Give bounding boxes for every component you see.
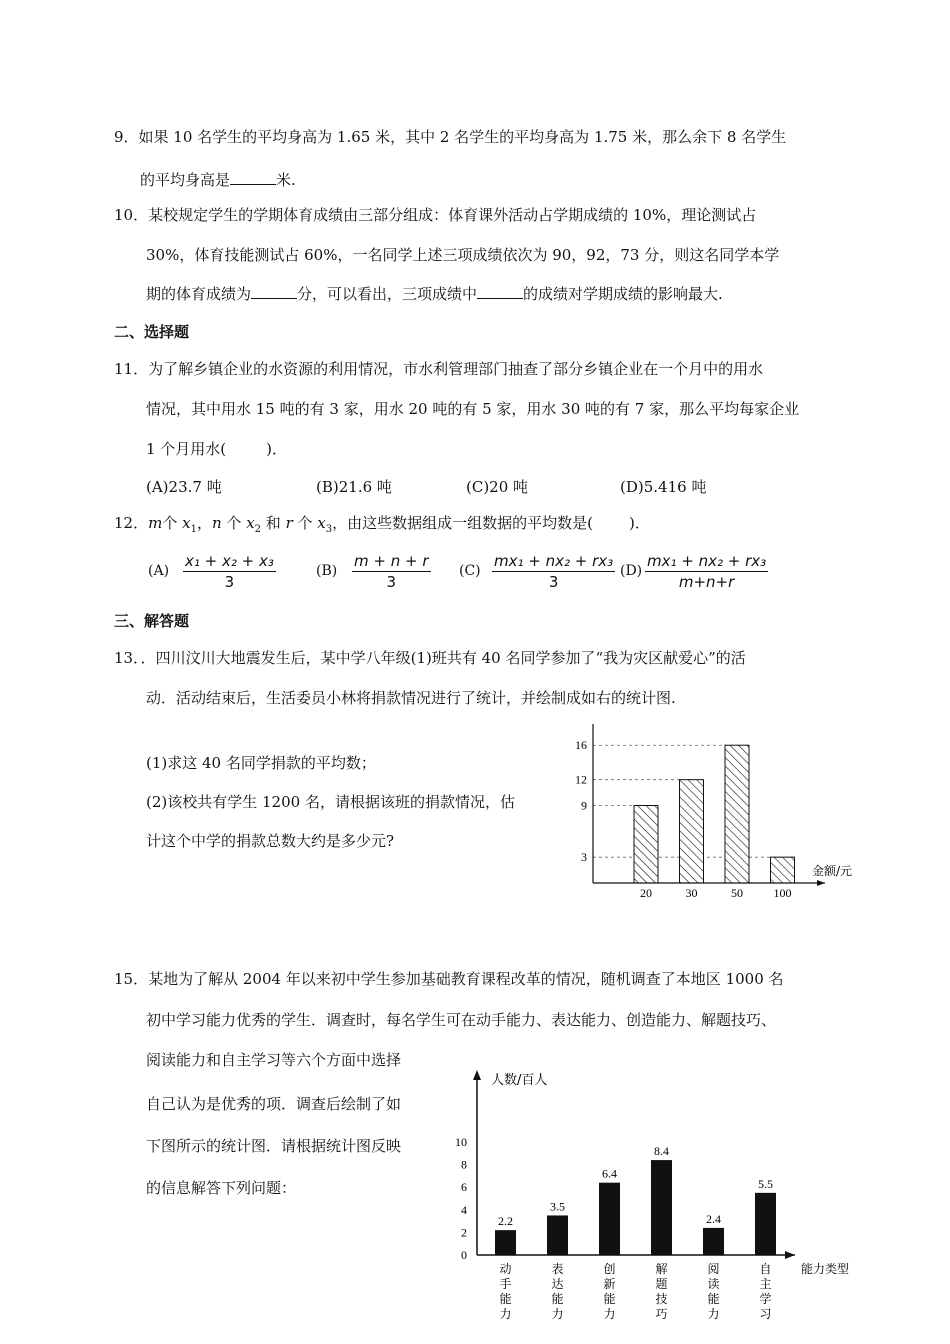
fraction-denominator: 3 xyxy=(386,573,397,591)
q15-line3: 阅读能力和自主学习等六个方面中选择 xyxy=(146,1051,402,1069)
q13-sub2-line1: (2)该校共有学生 1200 名，请根据该班的捐款情况，估 xyxy=(146,793,515,811)
c2-x-axis-arrow-icon xyxy=(785,1251,795,1259)
q12-option-a-label[interactable]: (A) xyxy=(148,563,170,579)
c2-category-label-0: 动手能力 xyxy=(499,1262,512,1321)
c2-x-axis-label: 能力类型 xyxy=(801,1262,850,1276)
q11-option-a[interactable]: (A)23.7 吨 xyxy=(146,478,222,496)
q11-line3 xyxy=(146,439,287,459)
q9-line2 xyxy=(140,170,296,190)
fraction-denominator: m+n+r xyxy=(678,573,735,591)
q10-line3-b: 分，可以看出，三项成绩中 xyxy=(297,285,478,303)
fraction-denominator: 3 xyxy=(224,573,235,591)
q11-option-b[interactable]: (B)21.6 吨 xyxy=(316,478,392,496)
q12-option-b-label[interactable]: (B) xyxy=(316,563,338,579)
fraction-numerator: m + n + r xyxy=(354,552,429,570)
q10-line3 xyxy=(146,284,723,304)
c2-bar-2 xyxy=(599,1183,620,1255)
q12-text: ，由这些数据组成一组数据的平均数是( xyxy=(332,514,593,532)
fraction-bar xyxy=(183,571,276,572)
c2-y-tick-6: 6 xyxy=(461,1180,467,1195)
q13-sub2-line2: 计这个中学的捐款总数大约是多少元? xyxy=(146,832,395,850)
q12-x3: x xyxy=(317,514,326,532)
fraction-bar xyxy=(492,571,615,572)
q12-text: )． xyxy=(629,514,650,532)
q10-line3-a: 期的体育成绩为 xyxy=(146,285,252,303)
fraction-bar xyxy=(352,571,431,572)
q10-line1: 10．某校规定学生的学期体育成绩由三部分组成：体育课外活动占学期成绩的 10%，理论测试占 xyxy=(114,206,757,224)
donation-bar-chart xyxy=(560,720,870,905)
fraction-bar xyxy=(645,571,768,572)
c2-data-label-1: 3.5 xyxy=(550,1199,565,1214)
c2-data-label-5: 5.5 xyxy=(758,1176,773,1191)
c2-data-label-4: 2.4 xyxy=(706,1211,721,1226)
q9-line2-unit: 米. xyxy=(276,171,296,189)
q11-line3-pre: 1 个月用水( xyxy=(146,440,227,458)
q12-m: m xyxy=(148,514,163,532)
c2-category-label-5: 自主学习 xyxy=(759,1262,772,1321)
q11-option-c[interactable]: (C)20 吨 xyxy=(466,478,529,496)
q12-stem xyxy=(114,513,650,540)
c1-y-tick-12: 12 xyxy=(575,772,587,787)
c1-x-axis-label: 金额/元 xyxy=(812,864,853,878)
q12-x1-sub: 1 xyxy=(190,524,197,535)
q12-x2: x xyxy=(246,514,255,532)
c1-bar-50 xyxy=(725,745,749,883)
c1-x-tick-20: 20 xyxy=(640,886,652,900)
c2-y-axis-label: 人数/百人 xyxy=(491,1073,548,1088)
q10-blank-item[interactable] xyxy=(477,284,523,299)
q10-blank-score[interactable] xyxy=(251,284,297,299)
fraction-denominator: 3 xyxy=(548,573,559,591)
c1-x-tick-30: 30 xyxy=(685,886,698,900)
q12-option-c-fraction xyxy=(492,552,615,591)
q15-line2: 初中学习能力优秀的学生．调查时，每名学生可在动手能力、表达能力、创造能力、解题技巧、 xyxy=(146,1011,777,1029)
q12-text: 和 xyxy=(261,514,286,532)
c1-x-tick-50: 50 xyxy=(731,886,743,900)
q12-option-d-fraction xyxy=(645,552,768,591)
q11-line3-post: )． xyxy=(266,440,288,458)
q10-line3-c: 的成绩对学期成绩的影响最大. xyxy=(523,285,723,303)
section-heading-answer: 三、解答题 xyxy=(114,612,190,630)
c1-y-tick-16: 16 xyxy=(575,738,587,753)
c2-bar-3 xyxy=(651,1160,672,1255)
c2-y-tick-4: 4 xyxy=(461,1202,467,1217)
q13-sub1: (1)求这 40 名同学捐款的平均数； xyxy=(146,754,376,772)
q10-line2: 30%，体育技能测试占 60%，一名同学上述三项成绩依次为 90，92，73 分，则这名同学本学 xyxy=(146,246,780,264)
q11-line2: 情况，其中用水 15 吨的有 3 家，用水 20 吨的有 5 家，用水 30 吨的有 7 家，那么平均每家企业 xyxy=(146,400,800,418)
q15-line1: 15．某地为了解从 2004 年以来初中学生参加基础教育课程改革的情况，随机调查了本地区 1000 名 xyxy=(114,970,784,988)
q11-option-d[interactable]: (D)5.416 吨 xyxy=(620,478,707,496)
q11-line1: 11．为了解乡镇企业的水资源的利用情况，市水利管理部门抽查了部分乡镇企业在一个月中的用水 xyxy=(114,360,764,378)
c2-data-label-3: 8.4 xyxy=(654,1144,669,1159)
fraction-numerator: mx₁ + nx₂ + rx₃ xyxy=(647,552,767,570)
c2-bar-5 xyxy=(755,1193,776,1255)
q9-line1: 9．如果 10 名学生的平均身高为 1.65 米，其中 2 名学生的平均身高为 1.75 米，那么余下 8 名学生 xyxy=(114,128,787,146)
q15-line6: 的信息解答下列问题： xyxy=(146,1179,297,1197)
q9-line2-text: 的平均身高是 xyxy=(140,171,231,189)
q9-answer-blank[interactable] xyxy=(230,170,276,185)
fraction-numerator: mx₁ + nx₂ + rx₃ xyxy=(494,552,614,570)
q15-line5: 下图所示的统计图．请根据统计图反映 xyxy=(146,1137,402,1155)
section-heading-choice: 二、选择题 xyxy=(114,323,190,341)
q12-option-b-fraction xyxy=(352,552,431,591)
fraction-numerator: x₁ + x₂ + x₃ xyxy=(185,552,274,570)
q12-n: n xyxy=(211,514,222,532)
q12-option-c-label[interactable]: (C) xyxy=(459,563,481,579)
q13-line1: 13．．四川汶川大地震发生后，某中学八年级(1)班共有 40 名同学参加了“我为灾区献爱心”的活 xyxy=(114,649,746,667)
q12-text: 个 xyxy=(221,514,247,532)
c2-y-axis-arrow-icon xyxy=(473,1070,481,1080)
c1-bar-30 xyxy=(680,780,704,883)
c2-data-label-0: 2.2 xyxy=(498,1214,513,1229)
c2-y-tick-10: 10 xyxy=(455,1135,467,1149)
c2-y-tick-0: 0 xyxy=(461,1248,467,1262)
c2-data-label-2: 6.4 xyxy=(602,1166,617,1181)
q12-option-d-label[interactable]: (D) xyxy=(620,563,643,579)
c1-y-tick-9: 9 xyxy=(581,798,587,813)
c2-bar-4 xyxy=(703,1228,724,1255)
c1-bar-100 xyxy=(771,857,795,883)
q12-x3-sub: 3 xyxy=(325,524,333,535)
c1-bar-20 xyxy=(634,806,658,884)
c2-category-label-4: 阅读能力 xyxy=(707,1262,720,1321)
c2-category-label-1: 表达能力 xyxy=(551,1262,564,1321)
c2-category-label-3: 解题技巧 xyxy=(655,1262,668,1321)
c1-y-tick-3: 3 xyxy=(581,850,587,865)
c2-bar-0 xyxy=(495,1230,516,1255)
c2-y-tick-8: 8 xyxy=(461,1157,467,1172)
q12-text: 个 xyxy=(162,514,183,532)
c2-category-label-2: 创新能力 xyxy=(603,1262,616,1321)
c2-y-tick-2: 2 xyxy=(461,1225,467,1240)
q15-line4: 自己认为是优秀的项．调查后绘制了如 xyxy=(146,1095,402,1113)
c1-x-axis-arrow-icon xyxy=(817,880,825,886)
q12-option-a-fraction xyxy=(183,552,276,591)
q12-x1: x xyxy=(182,514,191,532)
q12-r: r xyxy=(285,514,293,532)
c1-x-tick-100: 100 xyxy=(773,886,792,900)
q12-number: 12． xyxy=(114,514,149,532)
q12-text: ， xyxy=(196,514,212,532)
ability-bar-chart xyxy=(445,1060,885,1330)
q12-x2-sub: 2 xyxy=(254,524,262,535)
q12-text: 个 xyxy=(292,514,318,532)
c2-bar-1 xyxy=(547,1215,568,1255)
q13-line2: 动．活动结束后，生活委员小林将捐款情况进行了统计，并绘制成如右的统计图. xyxy=(146,689,676,707)
